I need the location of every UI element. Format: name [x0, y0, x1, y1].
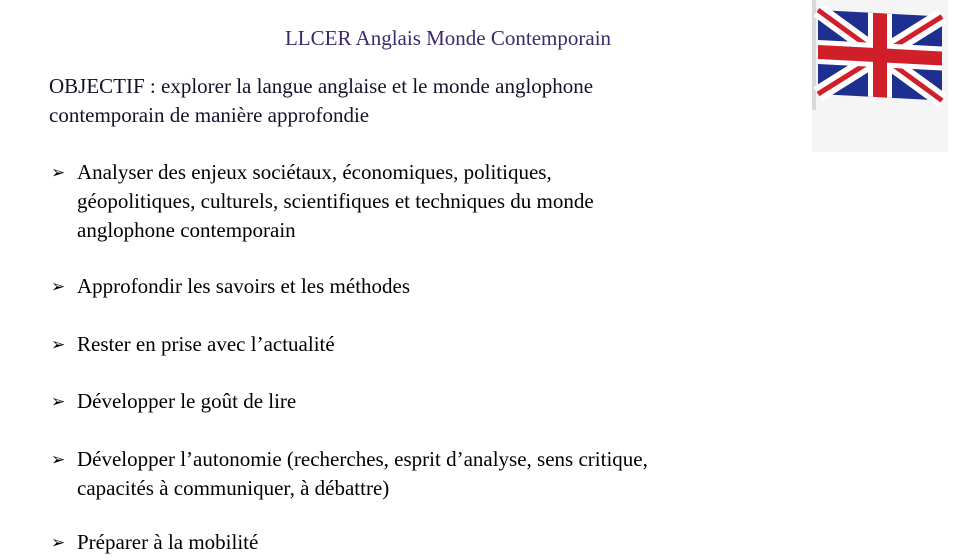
union-jack-flag-icon [812, 0, 948, 152]
arrow-bullet-icon: ➢ [51, 163, 66, 183]
objective-line: OBJECTIF : explorer la langue anglaise et le monde anglophone [49, 74, 594, 98]
bullet-line: géopolitiques, culturels, scientifiques et techniques du monde [77, 189, 594, 213]
bullet-line: Rester en prise avec l’actualité [77, 332, 335, 356]
objective-text [49, 72, 769, 130]
bullet-item-analyser [49, 158, 797, 245]
bullet-line: Analyser des enjeux sociétaux, économiques, politiques, [77, 160, 552, 184]
arrow-bullet-icon: ➢ [51, 533, 66, 553]
arrow-bullet-icon: ➢ [51, 392, 66, 412]
bullet-line: Approfondir les savoirs et les méthodes [77, 274, 411, 298]
bullet-line: capacités à communiquer, à débattre) [77, 476, 390, 500]
bullet-item-autonomie [49, 445, 797, 503]
slide-title: LLCER Anglais Monde Contemporain [284, 26, 612, 50]
bullet-line: Développer l’autonomie (recherches, esprit d’analyse, sens critique, [77, 447, 648, 471]
flag-image [812, 0, 948, 152]
bullet-item-actualite [49, 330, 797, 359]
arrow-bullet-icon: ➢ [51, 277, 66, 297]
bullet-line: anglophone contemporain [77, 218, 296, 242]
bullet-item-approfondir [49, 272, 797, 301]
bullet-line: Développer le goût de lire [77, 389, 297, 413]
arrow-bullet-icon: ➢ [51, 335, 66, 355]
bullet-item-lire [49, 387, 797, 416]
arrow-bullet-icon: ➢ [51, 450, 66, 470]
bullet-line: Préparer à la mobilité [77, 530, 259, 554]
bullet-item-mobilite [49, 528, 797, 557]
objective-line: contemporain de manière approfondie [49, 103, 370, 127]
